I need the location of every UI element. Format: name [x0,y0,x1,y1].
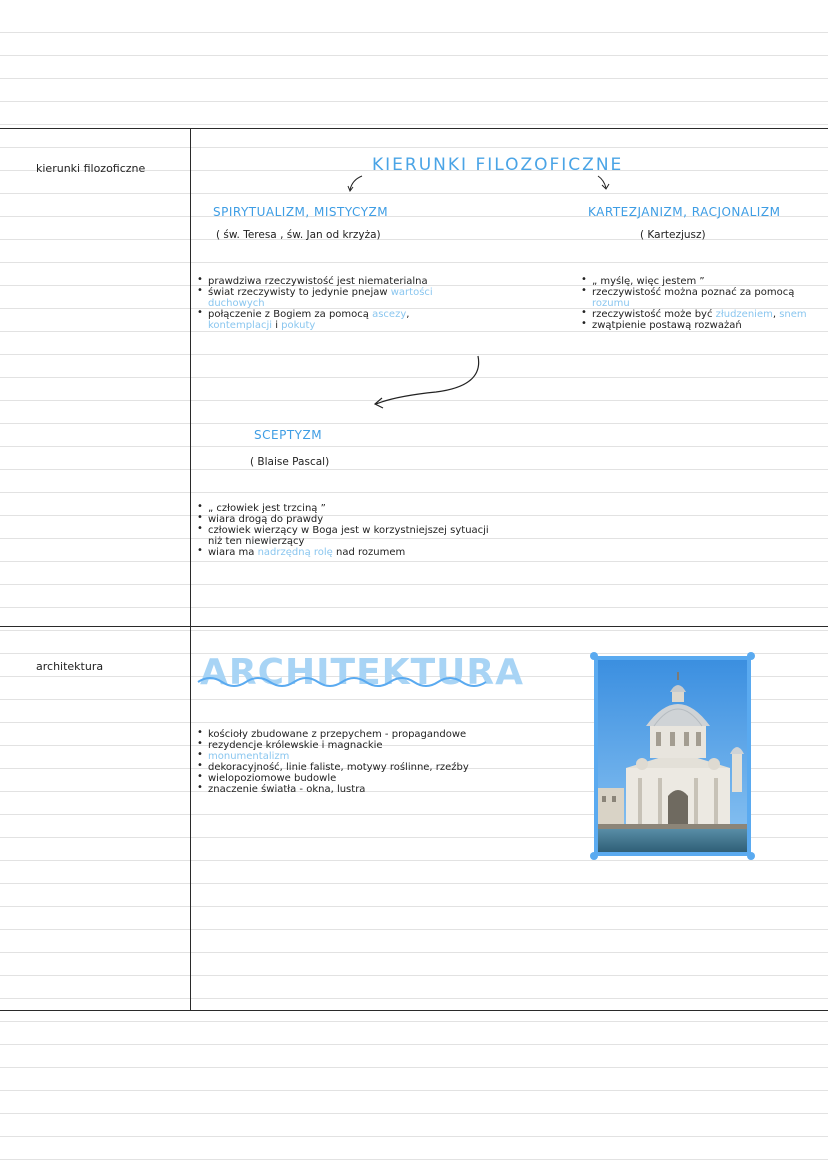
note-text: rzeczywistość może być [592,309,716,320]
bottom-divider [0,1010,828,1011]
frame-handle-bottom-left [590,852,598,860]
note-text: , [772,309,780,320]
list-item [198,525,498,547]
wave-underline-icon [196,670,496,694]
section-title-kierunki: KIERUNKI FILOZOFICZNE [372,155,624,175]
cue-label-kierunki: kierunki filozoficzne [36,162,146,175]
note-text: człowiek wierzący w Boga jest w korzystniejszej sytuacji niż ten niewierzący [208,525,489,547]
list-item [198,773,528,784]
highlight-text: złudzeniem [715,309,773,320]
note-text: rzeczywistość można poznać za pomocą [592,287,795,298]
curved-arrow-icon [366,352,486,412]
arrow-left-icon [340,172,370,194]
list-item [198,503,498,514]
list-item [198,762,528,773]
middle-divider [0,626,828,627]
list-item [198,287,473,309]
list-item [582,276,818,287]
top-divider [0,128,828,129]
heading-kartezjanizm: KARTEZJANIZM, RACJONALIZM [588,205,781,219]
highlight-text: snem [779,309,807,320]
note-text: wielopoziomowe budowle [208,773,337,784]
list-spirytualizm [198,276,473,331]
note-text: kościoły zbudowane z przepychem - propagandowe [208,729,467,740]
heading-sceptyzm: SCEPTYZM [254,428,323,442]
heading-spirytualizm: SPIRYTUALIZM, MISTYCYZM [213,205,389,219]
baroque-church-image [598,660,747,852]
note-text: wiara ma [208,547,258,558]
note-text: zwątpienie postawą rozważań [592,320,742,331]
frame-handle-top-left [590,652,598,660]
arrow-right-icon [594,172,618,194]
list-architektura [198,729,528,795]
note-text: i [272,320,282,331]
note-text: „ człowiek jest trzciną ” [208,503,326,514]
list-item [582,309,818,320]
list-item [198,309,473,331]
highlight-text: wartości duchowych [208,287,433,309]
frame-handle-bottom-right [747,852,755,860]
paren-sceptyzm: ( Blaise Pascal) [250,456,330,468]
note-text: znaczenie światła - okna, lustra [208,784,366,795]
note-text: połączenie z Bogiem za pomocą [208,309,373,320]
list-item [198,729,528,740]
list-item [198,784,528,795]
list-kartezjanizm [582,276,818,331]
note-text: „ myślę, więc jestem ” [592,276,705,287]
note-text: nad rozumem [332,547,406,558]
cue-label-architektura: architektura [36,660,104,673]
paren-kartezjanizm: ( Kartezjusz) [640,229,706,241]
frame-handle-top-right [747,652,755,660]
list-sceptyzm [198,503,498,558]
church-photo [594,656,751,856]
list-item [198,547,498,558]
list-item [198,514,498,525]
note-text: prawdziwa rzeczywistość jest niematerialna [208,276,428,287]
highlight-text: monumentalizm [208,751,290,762]
note-text: rezydencje królewskie i magnackie [208,740,383,751]
section-title-architektura: ARCHITEKTURA [200,652,524,693]
highlight-text: rozumu [592,298,630,309]
highlight-text: kontemplacji [208,320,273,331]
list-item [198,751,528,762]
list-item [582,320,818,331]
list-item [198,740,528,751]
highlight-text: pokuty [281,320,316,331]
note-text: dekoracyjność, linie faliste, motywy roślinne, rzeźby [208,762,469,773]
list-item [582,287,818,309]
highlight-text: ascezy [372,309,407,320]
note-text: świat rzeczywisty to jedynie pnejaw [208,287,391,298]
list-item [198,276,473,287]
cue-column-divider [190,128,191,1011]
paren-spirytualizm: ( św. Teresa , św. Jan od krzyża) [216,229,381,241]
note-text: wiara drogą do prawdy [208,514,324,525]
highlight-text: nadrzędną rolę [257,547,333,558]
note-text: , [406,309,410,320]
